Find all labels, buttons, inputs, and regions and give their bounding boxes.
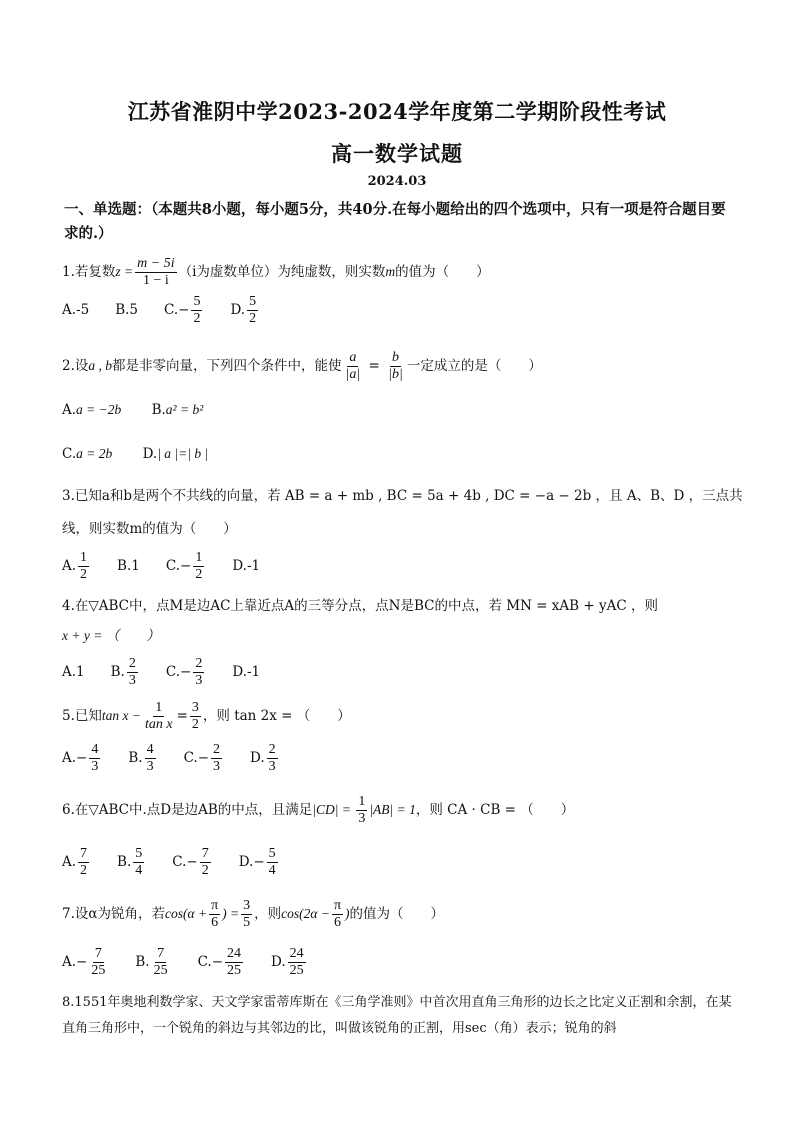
- q2-vectors: a , b: [88, 358, 113, 373]
- option-a: A. $\frac{1}{2}$: [62, 550, 88, 582]
- exam-date: 2024.03: [367, 174, 427, 189]
- option-a: A. $\frac{7}{2}$: [62, 846, 88, 878]
- option-fraction: $\frac{5}{2}$: [249, 294, 257, 326]
- q2-frac-b: $\frac{b}{|b|}$: [388, 350, 403, 382]
- option-b: B. $\frac{2}{3}$: [110, 656, 136, 688]
- option-fraction: $\frac{7}{2}$: [201, 846, 209, 878]
- option-d: D.-1: [232, 558, 261, 574]
- question-5-stem: 5.已知tan x − $\frac{1}{\text{tan x}}$ = $\frac{3}{2}$ ，则 tan 2x = （ ）: [62, 700, 351, 732]
- option-d: D. $\frac{2}{3}$: [250, 742, 276, 774]
- question-8-stem: 8.1551年奥地利数学家、天文学家雷蒂库斯在《三角学准则》中首次用直角三角形的边长之比定义正割和余割，在某直角三角形中，一个锐角的斜边与其邻边的比，叫做该锐角的正割，用sec（角）表示；锐角的斜: [62, 995, 732, 1036]
- exam-title: 江苏省淮阴中学2023-2024学年度第二学期阶段性考试: [127, 99, 667, 124]
- option-fraction: $\frac{2}{3}$: [213, 742, 221, 774]
- option-d: D. $\frac{5}{2}$: [230, 294, 257, 326]
- question-6-options: [62, 846, 306, 879]
- question-5-options: [62, 742, 306, 775]
- question-7-stem: 7.设α为锐角，若cos(α + $\frac{\pi}{6}$ ) = $\frac{3}{5}$ ，则cos(2α − $\frac{\pi}{6}$ )的值为（ ）: [62, 898, 445, 930]
- option-fraction: $\frac{1}{2}$: [195, 550, 203, 582]
- question-1-stem: 1.若复数z = $\frac{m - 5i}{1 - i}$ （i为虚数单位）为纯虚数，则实数m的值为（ ）: [62, 256, 490, 288]
- option-b: B. $\frac{4}{3}$: [128, 742, 154, 774]
- option-a: A.− $\frac{4}{3}$: [62, 742, 99, 774]
- option-c: C.− $\frac{1}{2}$: [165, 550, 203, 582]
- question-2-stem: 2.设a , b都是非零向量，下列四个条件中，能使 $\frac{a}{|a|}$ = $\frac{b}{|b|}$ 一定成立的是（ ）: [62, 350, 542, 382]
- option-c: C.− $\frac{2}{3}$: [183, 742, 221, 774]
- option-fraction: $\frac{5}{4}$: [135, 846, 143, 878]
- question-4-stem-line2: x + y = （ ）: [62, 628, 160, 643]
- q2-frac-a: $\frac{a}{|a|}$: [345, 350, 361, 382]
- option-a: A.− $\frac{7}{25}$: [62, 946, 106, 978]
- q1-fraction: $\frac{m - 5i}{1 - i}$: [137, 256, 175, 288]
- option-fraction: $\frac{24}{25}$: [289, 946, 304, 978]
- option-b: B.1: [117, 558, 140, 574]
- option-c: C.− $\frac{24}{25}$: [197, 946, 242, 978]
- q2-option-c: C.a = 2b: [62, 446, 113, 462]
- option-b: B.5: [115, 302, 139, 318]
- option-fraction: $\frac{7}{25}$: [153, 946, 168, 978]
- option-fraction: $\frac{24}{25}$: [227, 946, 242, 978]
- q7-fraction-3: $\frac{\pi}{6}$: [333, 898, 342, 930]
- q5-fraction-2: $\frac{3}{2}$: [191, 700, 199, 732]
- q2-option-a: A.a = −2b: [62, 402, 122, 418]
- option-c: C.− $\frac{7}{2}$: [172, 846, 209, 878]
- question-3-stem-line2: 线，则实数m的值为（ ）: [62, 521, 237, 537]
- option-d: D.-1: [232, 664, 261, 680]
- question-2-options-row2: [62, 444, 234, 464]
- section-heading: 一、单选题：（本题共8小题，每小题5分，共40分.在每小题给出的四个选项中，只有一项是符合题目要求的.）: [64, 201, 726, 242]
- option-d: D.− $\frac{5}{4}$: [238, 846, 276, 878]
- option-fraction: $\frac{2}{3}$: [195, 656, 203, 688]
- option-fraction: $\frac{2}{3}$: [128, 656, 136, 688]
- option-fraction: $\frac{7}{2}$: [80, 846, 88, 878]
- q7-fraction-1: $\frac{\pi}{6}$: [211, 898, 219, 930]
- q7-fraction-2: $\frac{3}{5}$: [243, 898, 251, 930]
- question-7-options: [62, 946, 334, 979]
- q2-option-b: B.a² = b²: [151, 402, 204, 418]
- q2-option-d: D.| a |=| b |: [142, 446, 209, 462]
- option-fraction: $\frac{2}{3}$: [268, 742, 276, 774]
- option-fraction: $\frac{1}{2}$: [80, 550, 88, 582]
- option-fraction: $\frac{4}{3}$: [91, 742, 99, 774]
- option-a: A.-5: [62, 302, 90, 318]
- option-fraction: $\frac{5}{4}$: [268, 846, 276, 878]
- question-4-stem-line1: 4.在▽ABC中，点M是边AC上靠近点A的三等分点，点N是BC的中点，若 MN = xAB + yAC ，则: [62, 598, 658, 614]
- option-fraction: $\frac{4}{3}$: [146, 742, 154, 774]
- question-6-stem: 6.在▽ABC中.点D是边AB的中点，且满足|CD| = $\frac{1}{3}$ |AB| = 1，则 CA · CB = （ ）: [62, 794, 575, 826]
- question-3-options: [62, 550, 286, 583]
- q5-fraction: $\frac{1}{\text{tan x}}$: [145, 700, 173, 732]
- exam-subtitle: 高一数学试题: [331, 141, 463, 166]
- question-2-options-row1: [62, 400, 229, 420]
- option-d: D. $\frac{24}{25}$: [271, 946, 304, 978]
- question-4-options: [62, 656, 286, 689]
- option-fraction: $\frac{7}{25}$: [91, 946, 106, 978]
- question-1-options: [62, 294, 286, 327]
- option-fraction: $\frac{5}{2}$: [193, 294, 201, 326]
- option-a: A.1: [62, 664, 85, 680]
- option-c: C.− $\frac{2}{3}$: [165, 656, 203, 688]
- option-c: C.− $\frac{5}{2}$: [164, 294, 201, 326]
- option-b: B. $\frac{7}{25}$: [135, 946, 168, 978]
- q6-fraction: $\frac{1}{3}$: [358, 794, 366, 826]
- question-3-stem-line1: 3.已知a和b是两个不共线的向量，若 AB = a + mb , BC = 5a + 4b , DC = −a − 2b ，且 A、B、D ，三点共: [62, 488, 743, 504]
- option-b: B. $\frac{5}{4}$: [117, 846, 143, 878]
